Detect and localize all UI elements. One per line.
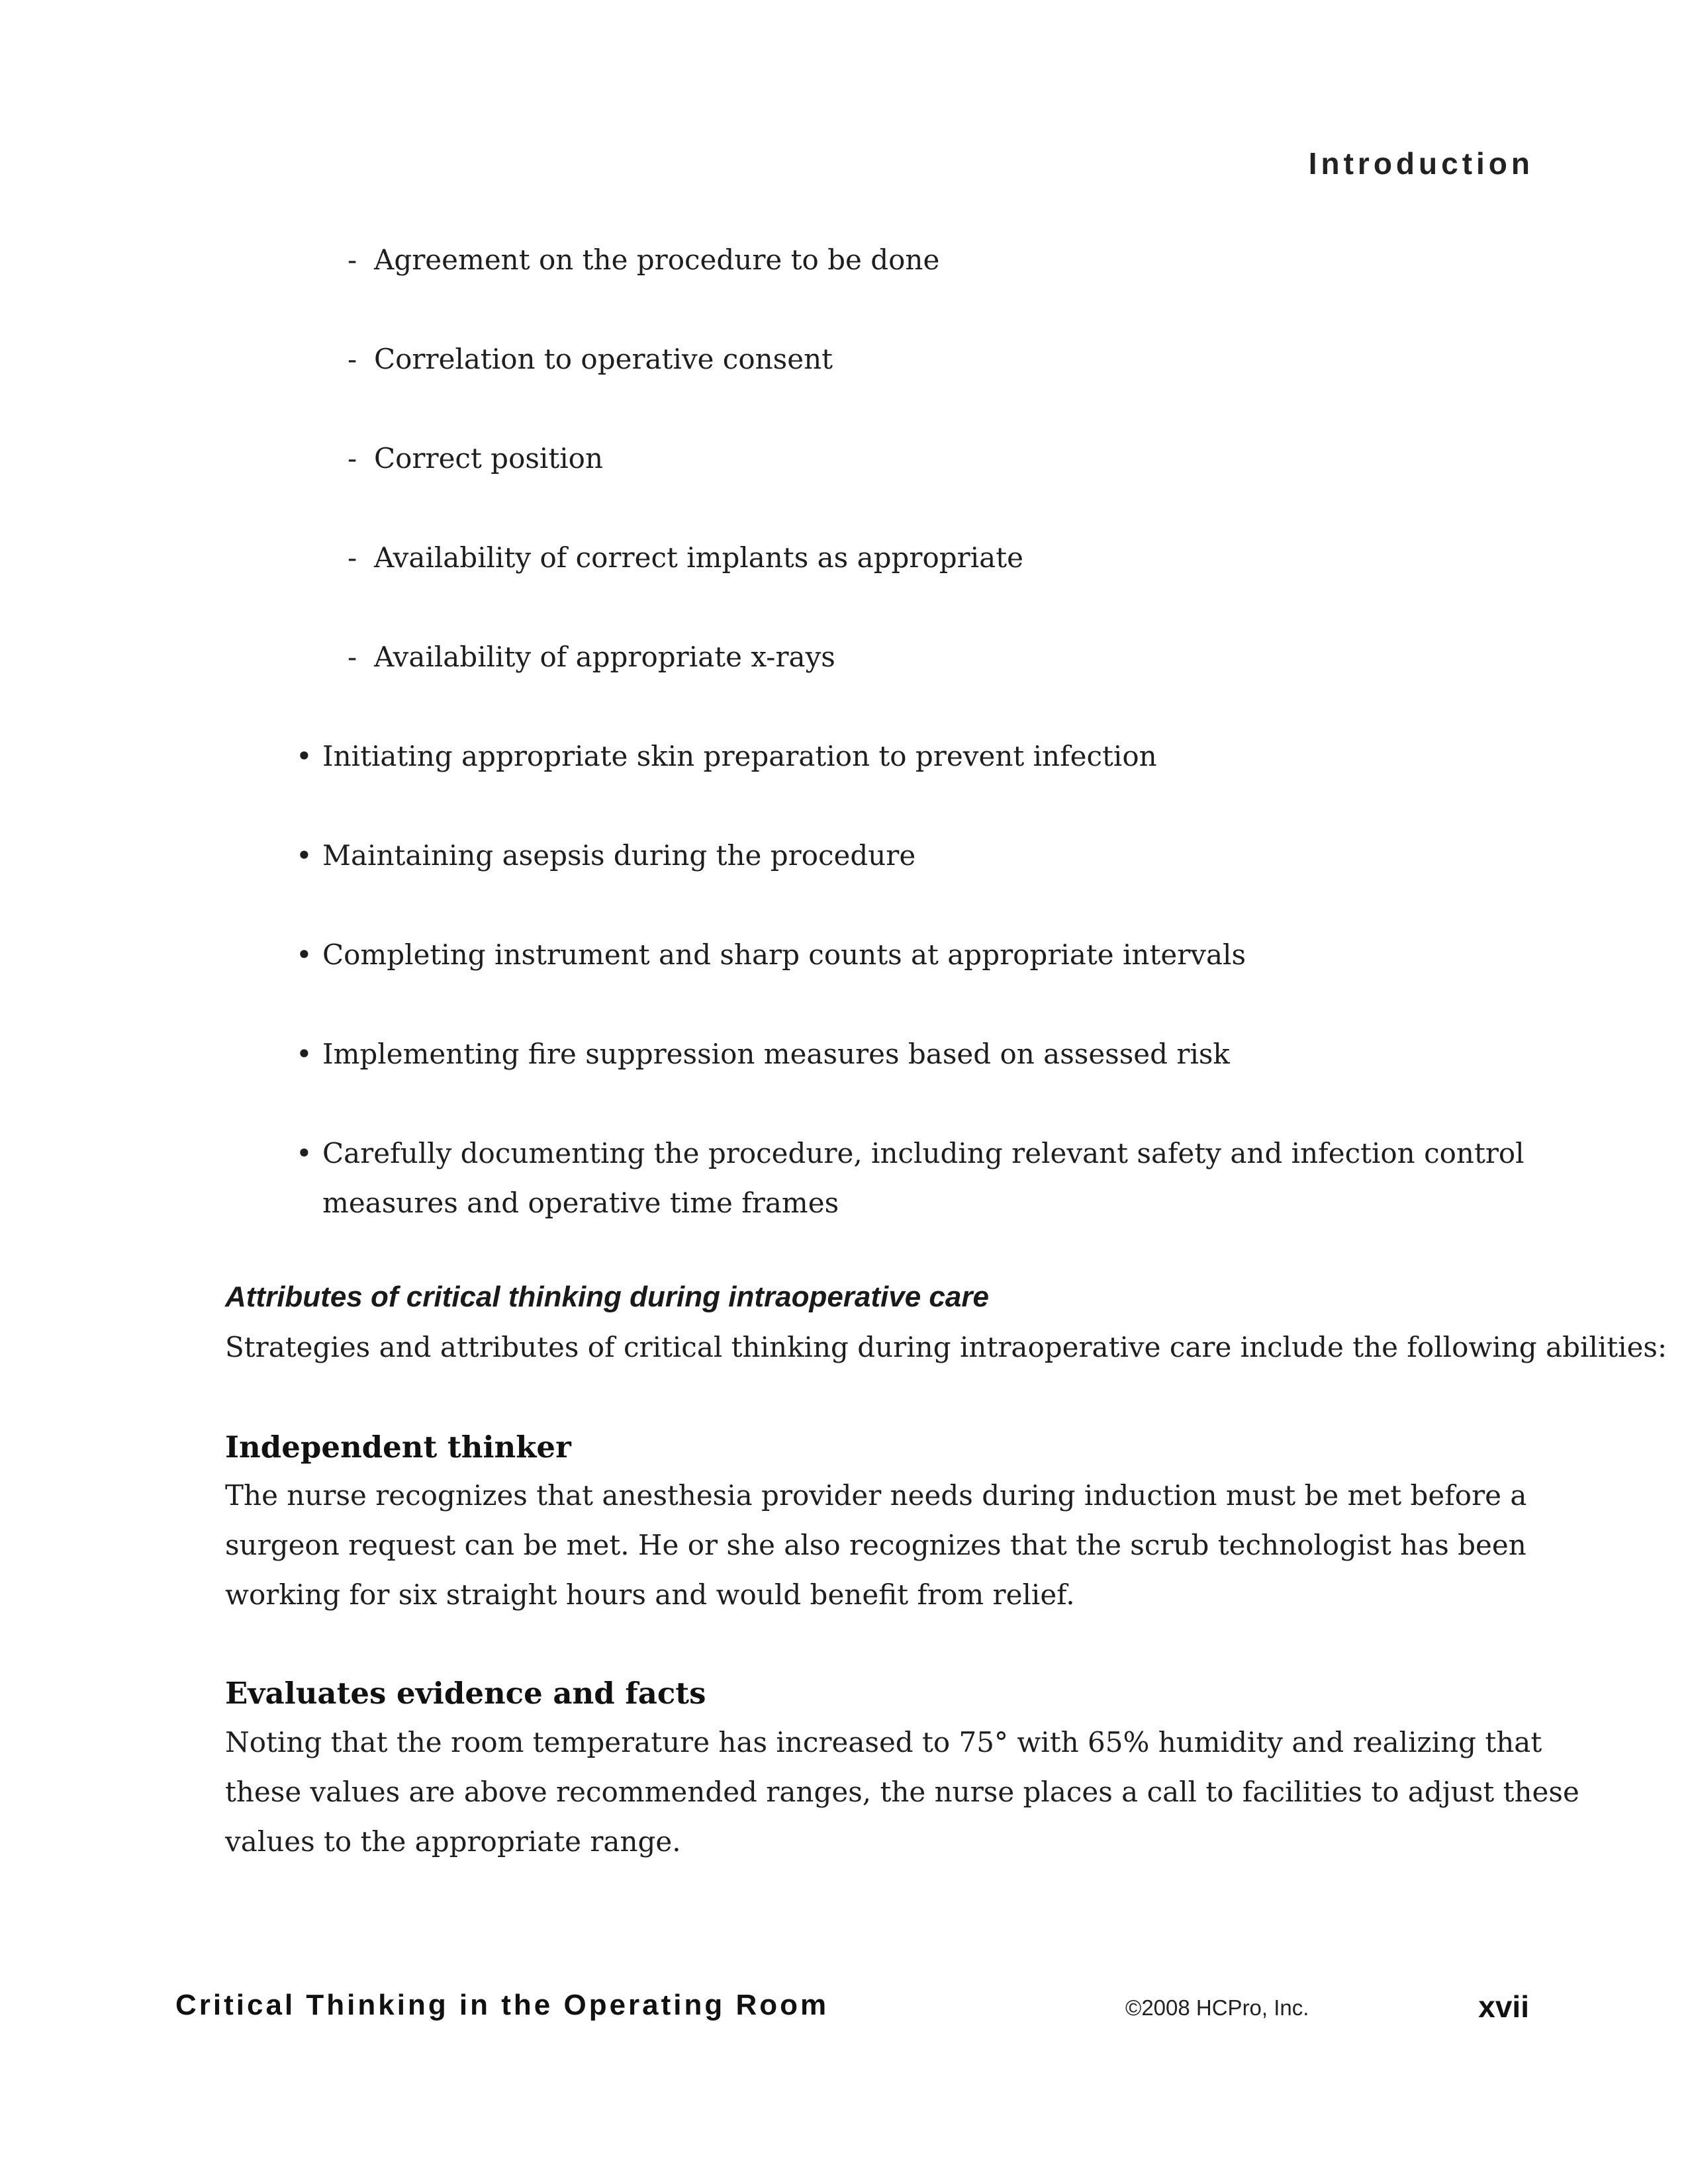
bullet-marker: • xyxy=(296,740,312,772)
section-heading: Attributes of critical thinking during intraoperative care xyxy=(225,1281,989,1313)
bullet-list-item xyxy=(296,1128,1524,1228)
paragraph-line: Noting that the room temperature has increased to 75° with 65% humidity and realizing that xyxy=(225,1726,1542,1758)
dash-marker: - xyxy=(348,541,357,574)
bullet-marker: • xyxy=(296,938,312,971)
dash-item-text: Availability of correct implants as appropriate xyxy=(374,541,1023,574)
bullet-item-text: Maintaining asepsis during the procedure xyxy=(322,839,916,872)
footer-book-title: Critical Thinking in the Operating Room xyxy=(175,1989,829,2021)
bullet-item-text: Initiating appropriate skin preparation to prevent infection xyxy=(322,740,1157,772)
bullet-item-text: Carefully documenting the procedure, including relevant safety and infection control xyxy=(322,1137,1524,1169)
independent-thinker-paragraph xyxy=(225,1471,1527,1619)
dash-marker: - xyxy=(348,244,357,276)
bullet-list-item xyxy=(296,831,915,880)
paragraph-line: The nurse recognizes that anesthesia provider needs during induction must be met before a xyxy=(225,1479,1527,1512)
section-intro xyxy=(225,1322,1667,1372)
paragraph-line: values to the appropriate range. xyxy=(225,1825,681,1858)
dash-item-text: Availability of appropriate x-rays xyxy=(374,641,835,673)
dash-item-text: Agreement on the procedure to be done xyxy=(374,244,940,276)
dash-marker: - xyxy=(348,442,357,475)
dash-marker: - xyxy=(348,343,357,375)
dash-list-item xyxy=(348,632,835,682)
paragraph-line: these values are above recommended ranges, the nurse places a call to facilities to adjust these xyxy=(225,1776,1579,1808)
dash-marker: - xyxy=(348,641,357,673)
evaluates-evidence-paragraph xyxy=(225,1717,1579,1866)
paragraph-line: surgeon request can be met. He or she also recognizes that the scrub technologist has been xyxy=(225,1529,1526,1561)
bullet-list-item xyxy=(296,930,1246,979)
section-intro-text: Strategies and attributes of critical thinking during intraoperative care include the following abilities: xyxy=(225,1331,1667,1363)
dash-list-item xyxy=(348,334,833,384)
independent-thinker-heading: Independent thinker xyxy=(225,1430,571,1465)
footer-copyright: ©2008 HCPro, Inc. xyxy=(1125,1995,1309,2020)
bullet-list-item xyxy=(296,731,1157,781)
bullet-marker: • xyxy=(296,1137,312,1169)
running-head: Introduction xyxy=(1308,146,1534,181)
dash-item-text: Correct position xyxy=(374,442,603,475)
bullet-item-continuation: measures and operative time frames xyxy=(322,1187,839,1219)
evaluates-evidence-heading: Evaluates evidence and facts xyxy=(225,1676,706,1711)
dash-item-text: Correlation to operative consent xyxy=(374,343,833,375)
bullet-list-item xyxy=(296,1029,1230,1079)
bullet-item-text: Completing instrument and sharp counts at appropriate intervals xyxy=(322,938,1246,971)
bullet-marker: • xyxy=(296,839,312,872)
paragraph-line: working for six straight hours and would benefit from relief. xyxy=(225,1578,1075,1611)
bullet-marker: • xyxy=(296,1038,312,1070)
bullet-item-text: Implementing fire suppression measures based on assessed risk xyxy=(322,1038,1230,1070)
dash-list-item xyxy=(348,533,1023,582)
page-number: xvii xyxy=(1478,1989,1529,2024)
dash-list-item xyxy=(348,433,603,483)
dash-list-item xyxy=(348,235,939,285)
